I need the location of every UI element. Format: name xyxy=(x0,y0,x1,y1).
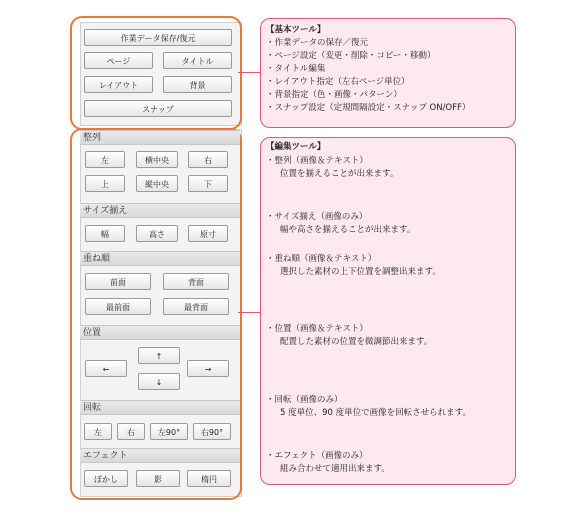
edit-callout-item-desc: 幅や高さを揃えることが出来ます。 xyxy=(280,225,416,235)
edit-callout-item-title: ・整列（画像＆テキスト） xyxy=(266,156,368,166)
edit-callout-item-title: ・サイズ揃え（画像のみ） xyxy=(266,212,368,222)
move-left-button[interactable]: ← xyxy=(85,360,127,377)
rotate-left-button[interactable]: 左 xyxy=(84,423,112,440)
edit-tools-callout xyxy=(260,137,516,485)
edit-callout-item-desc: 選択した素材の上下位置を調整出来ます。 xyxy=(280,267,441,277)
section-align: 整列 xyxy=(80,130,240,145)
basic-callout-line: ・背景指定（色・画像・パターン） xyxy=(266,90,402,100)
basic-callout-line: ・作業データの保存／復元 xyxy=(266,38,369,48)
send-to-back-button[interactable]: 最背面 xyxy=(163,298,229,315)
basic-callout-line: ・スナップ設定（定規間隔設定・スナップ ON/OFF） xyxy=(266,103,471,113)
shadow-button[interactable]: 影 xyxy=(136,470,180,487)
edit-callout-item-desc: 位置を揃えることが出来ます。 xyxy=(280,169,399,179)
section-effect: エフェクト xyxy=(80,448,240,463)
section-rotate: 回転 xyxy=(80,400,240,415)
bring-to-front-button[interactable]: 最前面 xyxy=(85,298,151,315)
size-height-button[interactable]: 高さ xyxy=(136,225,178,242)
layout-button[interactable]: レイアウト xyxy=(84,76,153,93)
section-order: 重ね順 xyxy=(80,251,240,266)
send-backward-button[interactable]: 背面 xyxy=(163,273,229,290)
basic-callout-line: ・レイアウト指定（左右ページ単位） xyxy=(266,77,410,87)
section-size: サイズ揃え xyxy=(80,203,240,218)
basic-callout-heading: 【基本ツール】 xyxy=(266,25,326,35)
rotate-left-90-button[interactable]: 左90° xyxy=(150,423,188,440)
save-restore-button[interactable]: 作業データ保存/復元 xyxy=(84,29,232,46)
ellipse-button[interactable]: 楕円 xyxy=(187,470,231,487)
edit-callout-item-desc: 5 度単位、90 度単位で画像を回転させられます。 xyxy=(280,408,471,418)
edit-callout-item-title: ・エフェクト（画像のみ） xyxy=(266,451,368,461)
rotate-right-button[interactable]: 右 xyxy=(117,423,145,440)
page-button[interactable]: ページ xyxy=(84,52,153,69)
bring-forward-button[interactable]: 前面 xyxy=(85,273,151,290)
size-width-button[interactable]: 幅 xyxy=(85,225,125,242)
align-hcenter-button[interactable]: 横中央 xyxy=(136,151,178,168)
edit-callout-item-desc: 配置した素材の位置を微調節出来ます。 xyxy=(280,337,433,347)
align-top-button[interactable]: 上 xyxy=(85,175,125,192)
edit-connector xyxy=(238,312,260,313)
basic-connector xyxy=(238,72,260,73)
snap-button[interactable]: スナップ xyxy=(84,100,232,117)
blur-button[interactable]: ぼかし xyxy=(84,470,128,487)
basic-callout-line: ・ページ設定（変更・削除・コピー・移動） xyxy=(266,51,436,61)
title-button[interactable]: タイトル xyxy=(163,52,232,69)
align-right-button[interactable]: 右 xyxy=(188,151,228,168)
move-right-button[interactable]: → xyxy=(187,360,229,377)
align-left-button[interactable]: 左 xyxy=(85,151,125,168)
size-original-button[interactable]: 原寸 xyxy=(188,225,228,242)
section-position: 位置 xyxy=(80,325,240,340)
edit-callout-item-title: ・重ね順（画像＆テキスト） xyxy=(266,254,377,264)
align-bottom-button[interactable]: 下 xyxy=(188,175,228,192)
move-down-button[interactable]: ↓ xyxy=(138,373,180,390)
edit-callout-item-title: ・位置（画像＆テキスト） xyxy=(266,324,368,334)
edit-callout-item-desc: 組み合わせて適用出来ます。 xyxy=(280,464,390,474)
background-button[interactable]: 背景 xyxy=(163,76,232,93)
edit-callout-heading: 【編集ツール】 xyxy=(266,142,326,152)
basic-callout-line: ・タイトル編集 xyxy=(266,64,326,74)
align-vcenter-button[interactable]: 縦中央 xyxy=(136,175,178,192)
move-up-button[interactable]: ↑ xyxy=(138,347,180,364)
edit-callout-item-title: ・回転（画像のみ） xyxy=(266,395,343,405)
rotate-right-90-button[interactable]: 右90° xyxy=(193,423,231,440)
